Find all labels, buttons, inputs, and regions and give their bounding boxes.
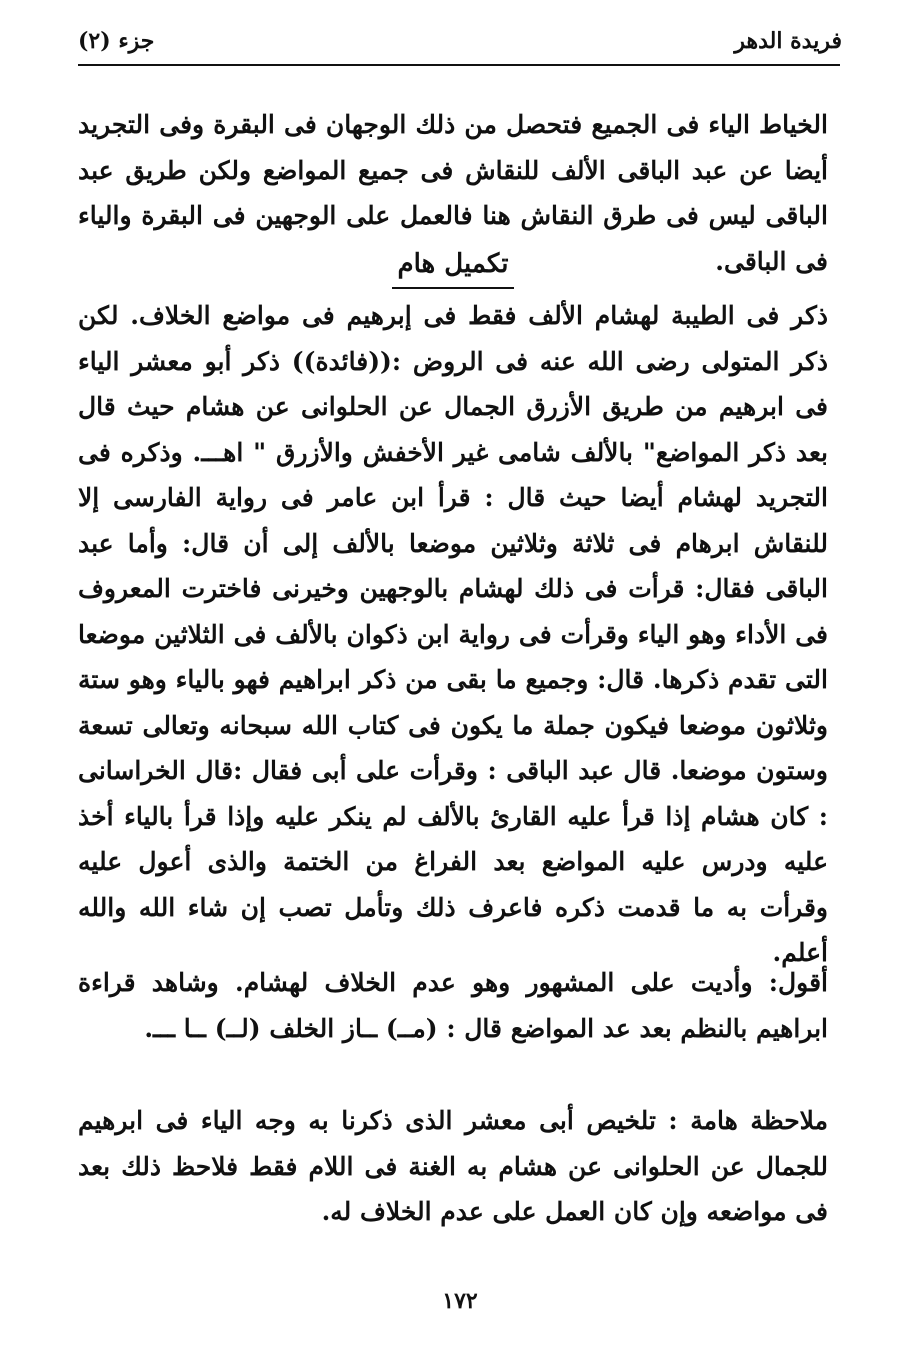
section-heading [78,244,828,289]
paragraph-note: ملاحظة هامة : تلخيص أبى معشر الذى ذكرنا به وجه الياء فى ابرهيم للجمال عن الحلوانى عن هشام به الغنة فى اللام فقط فلاحظ ذلك بعد فى مواضعه وإن كان العمل على عدم الخلاف له. [78,1106,828,1226]
paragraph-aqul: أقول: وأديت على المشهور وهو عدم الخلاف لهشام. وشاهد قراءة ابراهيم بالنظم بعد عد المواضع قال : (مــ) ــاز الخلف (لــ) ــا ـــ. [78,968,828,1043]
header-part-label: جزء (٢) [78,28,155,54]
section-heading-text: تكميل هام [392,244,515,289]
running-header [78,22,842,62]
header-book-title: فريدة الدهر [734,28,842,54]
paragraph-intro: الخياط الياء فى الجميع فتحصل من ذلك الوجهان فى البقرة وفى التجريد أيضا عن عبد الباقى الألف للنقاش فى جميع المواضع ولكن طريق عبد الباقى ليس فى طرق النقاش هنا فالعمل على الوجهين فى البقرة والياء فى الباقى. [78,110,828,276]
page-number: ١٧٢ [442,1288,478,1314]
header-divider [78,64,840,66]
paragraph-main: ذكر فى الطيبة لهشام الألف فقط فى إبرهيم فى مواضع الخلاف. لكن ذكر المتولى رضى الله عنه فى الروض :((فائدة)) ذكر أبو معشر الياء فى ابرهيم من طريق الأزرق الجمال عن الحلوانى عن هشام حيث قال بعد ذكر المواضع" بالألف شامى غير الأخفش والأزرق " اهـــ. وذكره فى التجريد لهشام أيضا حيث قال : قرأ ابن عامر فى رواية الفارسى إلا للنقاش ابرهام فى ثلاثة وثلاثين موضعا بالألف إلى أن قال: وأما عبد الباقى فقال: قرأت فى ذلك لهشام بالوجهين وخيرنى فاخترت المعروف فى الأداء وهو الياء وقرأت فى رواية ابن ذكوان بالألف فى الثلاثين موضعا التى تقدم ذكرها. قال: وجميع ما بقى من ذكر ابراهيم فهو بالياء وهو ستة وثلاثون موضعا فيكون جملة ما يكون فى كتاب الله سبحانه وتعالى تسعة وستون موضعا. قال عبد الباقى : وقرأت على أبى فقال :قال الخراسانى : كان هشام إذا قرأ عليه القارئ بالألف لم ينكر عليه وإذا قرأ بالياء أخذ عليه ودرس عليه المواضع بعد الفراغ من الختمة والذى أعول عليه وقرأت به ما قدمت ذكره فاعرف ذلك وتأمل تصب إن شاء الله والله أعلم. [78,301,828,967]
